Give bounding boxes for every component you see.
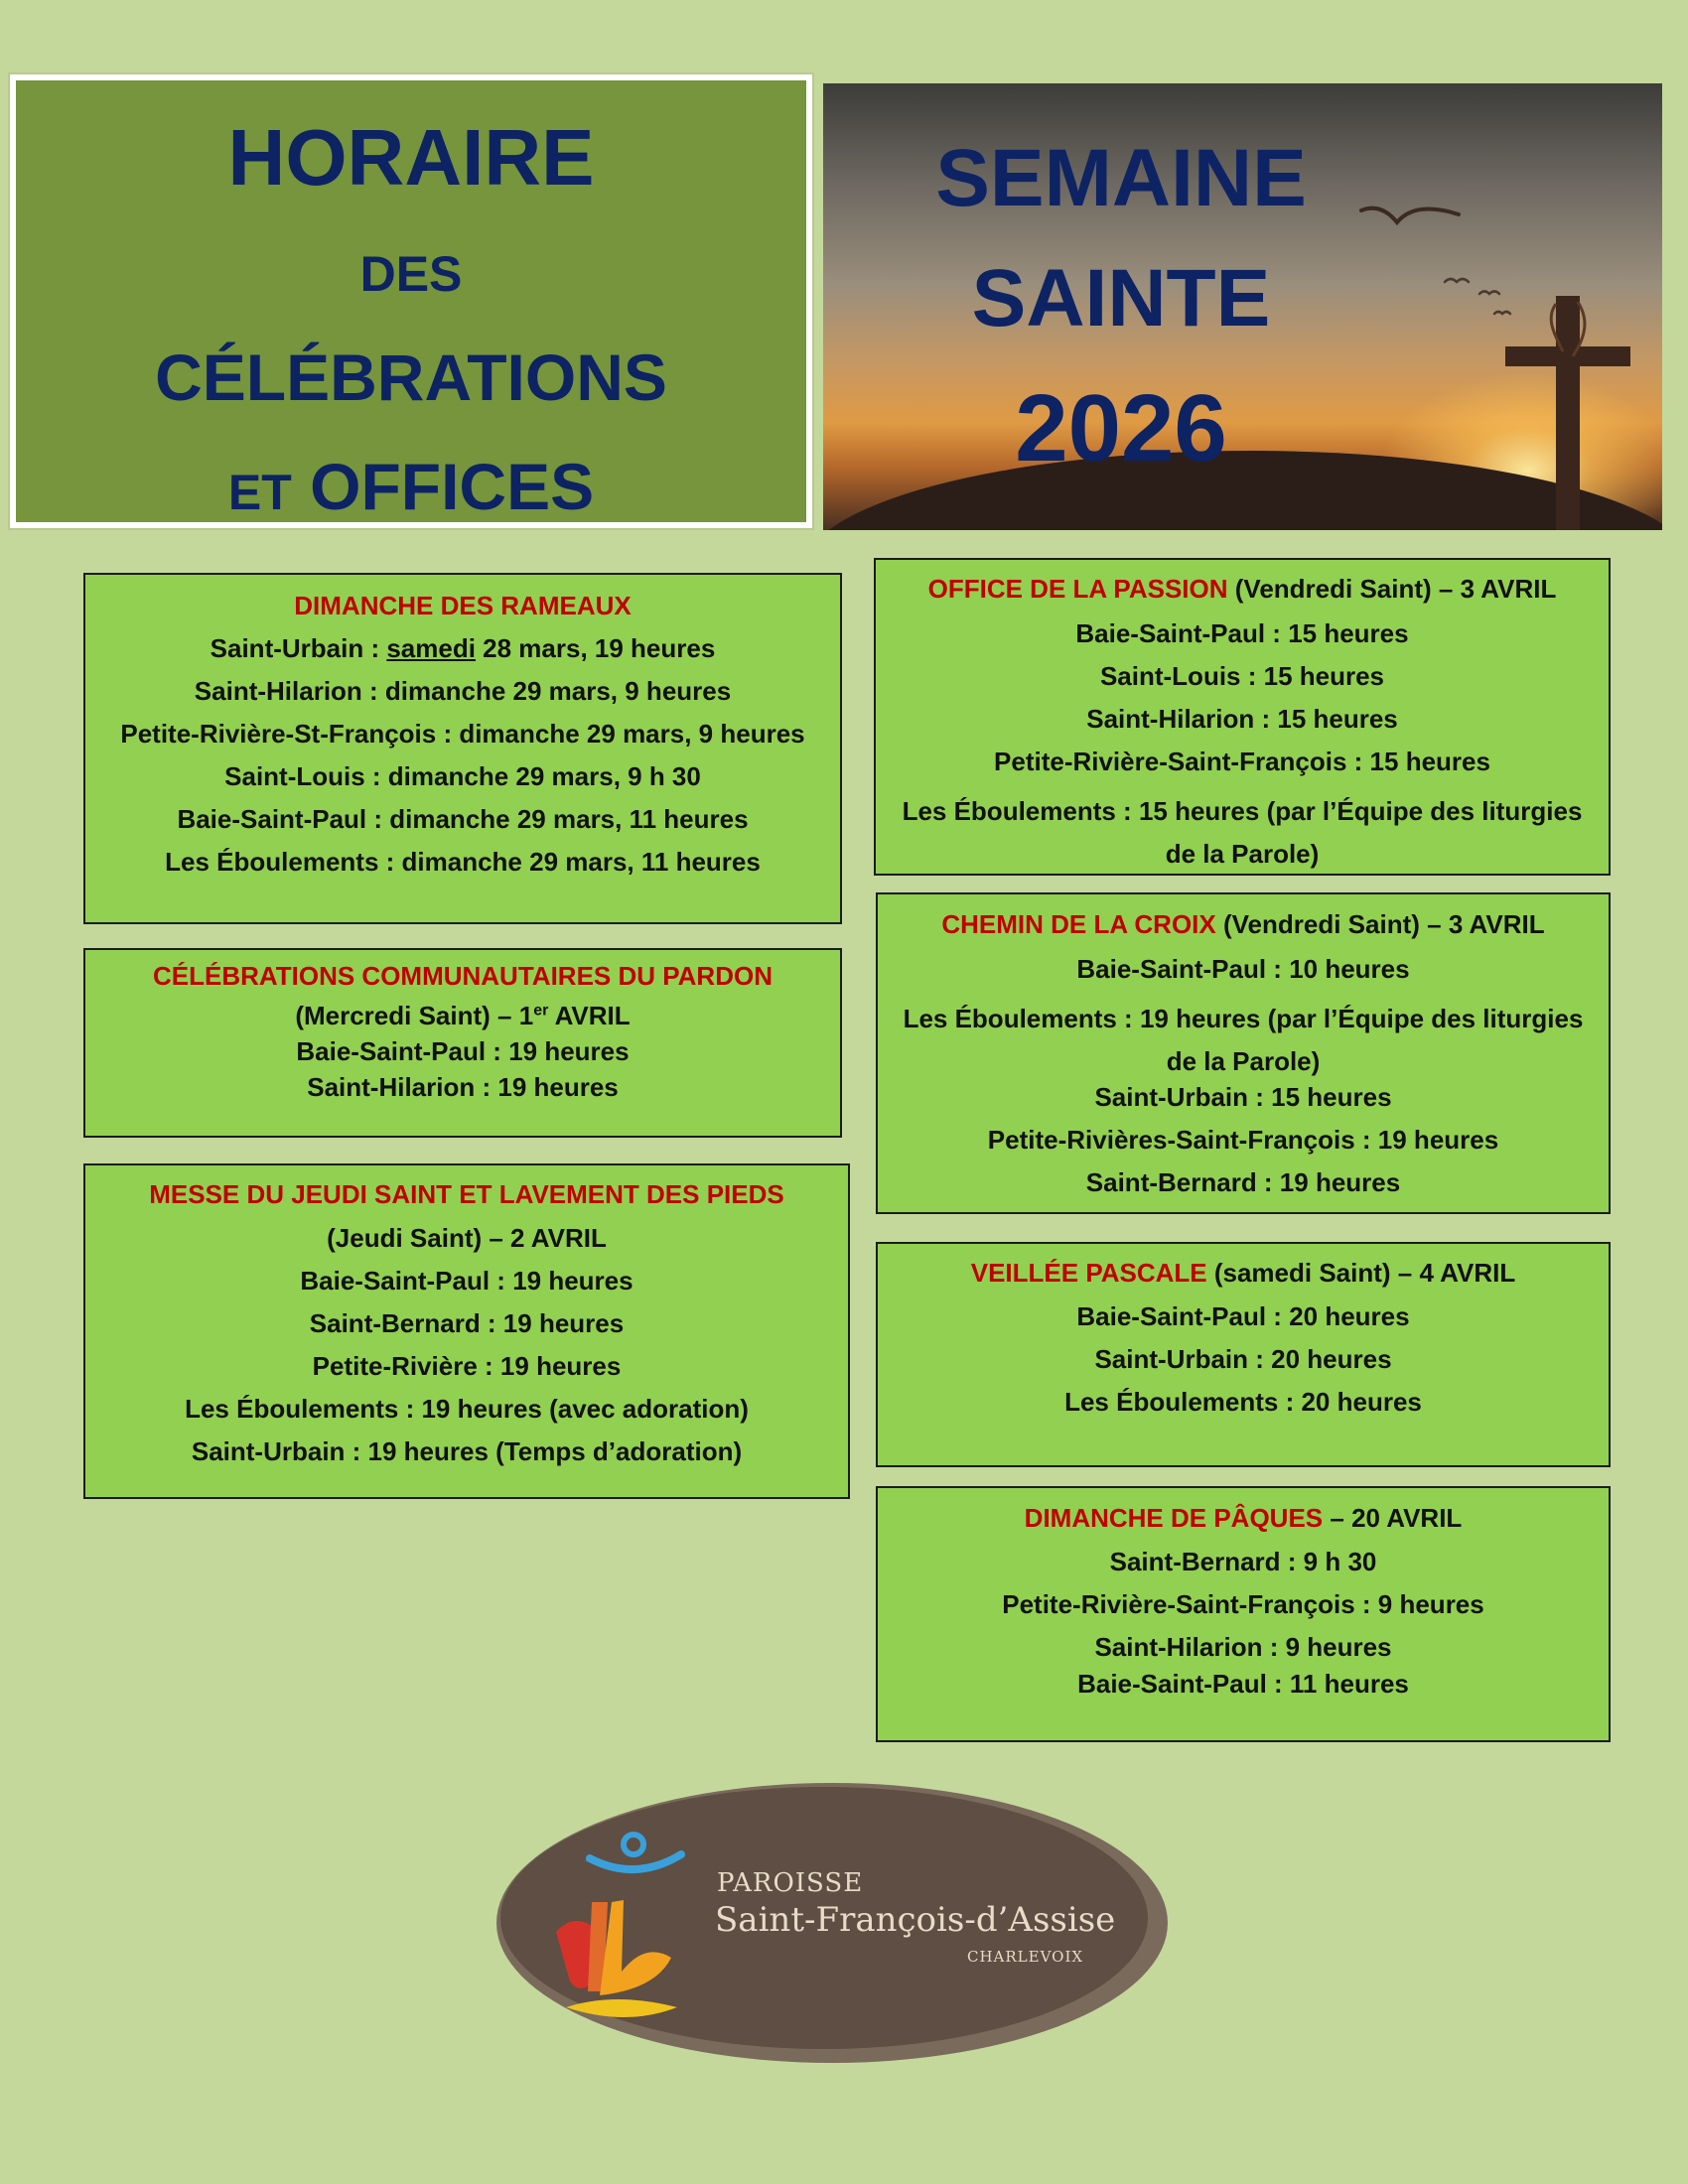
veillee-line-3: Les Éboulements : 20 heures — [1064, 1387, 1422, 1417]
croix-line-2: Les Éboulements : 19 heures (par l’Équipe des liturgies de la Parole) — [903, 1004, 1584, 1076]
small-birds-icon — [1445, 279, 1510, 314]
title-et-offices — [16, 450, 806, 523]
parish-logo — [496, 1783, 1168, 2063]
rameaux-line-2: Saint-Hilarion : dimanche 29 mars, 9 heures — [194, 676, 732, 706]
passion-line-1: Baie-Saint-Paul : 15 heures — [1075, 618, 1409, 648]
logo-name: Saint-François-d’Assise — [715, 1900, 1116, 1940]
rameaux-line-3: Petite-Rivière-St-François : dimanche 29 mars, 9 heures — [120, 719, 805, 749]
banner-sainte: SAINTE — [971, 253, 1271, 343]
rameaux-line-4: Saint-Louis : dimanche 29 mars, 9 h 30 — [224, 761, 701, 791]
croix-title-rest: (Vendredi Saint) – 3 AVRIL — [1215, 909, 1545, 939]
title-offices: OFFICES — [310, 450, 595, 523]
passion-title-line — [886, 575, 1599, 605]
rameaux-line-1-b: 28 mars, 19 heures — [475, 633, 716, 663]
jeudi-subtitle: (Jeudi Saint) – 2 AVRIL — [327, 1223, 607, 1253]
paques-line-3: Saint-Hilarion : 9 heures — [1094, 1632, 1392, 1662]
croix-line-4: Petite-Rivières-Saint-François : 19 heures — [987, 1125, 1499, 1155]
veillee-line-2: Saint-Urbain : 20 heures — [1094, 1344, 1392, 1374]
veillee-title: VEILLÉE PASCALE — [970, 1258, 1207, 1288]
banner-image — [823, 83, 1662, 530]
pardon-box — [83, 948, 842, 1138]
passion-line-4: Petite-Rivière-Saint-François : 15 heures — [994, 747, 1490, 776]
croix-box — [876, 892, 1611, 1214]
veillee-box — [876, 1242, 1611, 1467]
rameaux-box — [83, 573, 842, 924]
veillee-line-1: Baie-Saint-Paul : 20 heures — [1076, 1301, 1410, 1331]
jeudi-line-5: Saint-Urbain : 19 heures (Temps d’adoration) — [191, 1436, 743, 1466]
jeudi-line-3: Petite-Rivière : 19 heures — [312, 1351, 622, 1381]
banner-year: 2026 — [1015, 375, 1227, 481]
pardon-line-1: Baie-Saint-Paul : 19 heures — [296, 1036, 630, 1066]
passion-line-5: Les Éboulements : 15 heures (par l’Équipe des liturgies de la Parole) — [902, 796, 1583, 869]
passion-title: OFFICE DE LA PASSION — [927, 574, 1228, 604]
passion-line-3: Saint-Hilarion : 15 heures — [1086, 704, 1398, 734]
title-celebrations: CÉLÉBRATIONS — [155, 341, 667, 414]
jeudi-line-1: Baie-Saint-Paul : 19 heures — [300, 1266, 633, 1296]
pardon-subtitle — [95, 1002, 830, 1031]
pardon-sub-sup: er — [533, 1002, 549, 1020]
paques-title: DIMANCHE DE PÂQUES — [1024, 1503, 1324, 1533]
croix-line-5: Saint-Bernard : 19 heures — [1085, 1167, 1401, 1197]
veillee-title-line — [888, 1259, 1599, 1289]
rameaux-line-6: Les Éboulements : dimanche 29 mars, 11 heures — [165, 847, 761, 877]
passion-line-2: Saint-Louis : 15 heures — [1099, 661, 1385, 691]
rameaux-line-1-u: samedi — [386, 633, 476, 663]
paques-box — [876, 1486, 1611, 1742]
jeudi-line-4: Les Éboulements : 19 heures (avec adoration) — [185, 1394, 749, 1424]
title-des: DES — [359, 246, 463, 302]
veillee-title-rest: (samedi Saint) – 4 AVRIL — [1206, 1258, 1516, 1288]
banner-semaine: SEMAINE — [935, 133, 1307, 223]
croix-line-1: Baie-Saint-Paul : 10 heures — [1076, 954, 1410, 984]
title-et: ET — [227, 465, 292, 520]
jeudi-title: MESSE DU JEUDI SAINT ET LAVEMENT DES PIEDS — [149, 1179, 784, 1209]
pardon-title: CÉLÉBRATIONS COMMUNAUTAIRES DU PARDON — [153, 961, 773, 991]
pardon-sub-b: AVRIL — [548, 1001, 631, 1030]
jeudi-line-2: Saint-Bernard : 19 heures — [309, 1308, 625, 1338]
logo-charlevoix: CHARLEVOIX — [967, 1948, 1084, 1966]
rameaux-line-1-a: Saint-Urbain : — [210, 633, 387, 663]
croix-title: CHEMIN DE LA CROIX — [941, 909, 1216, 939]
rameaux-line-1 — [95, 634, 830, 664]
paques-title-line — [888, 1504, 1599, 1534]
title-box — [10, 74, 812, 528]
jeudi-box — [83, 1163, 850, 1499]
paques-line-4: Baie-Saint-Paul : 11 heures — [1077, 1669, 1409, 1699]
paques-line-2: Petite-Rivière-Saint-François : 9 heures — [1002, 1589, 1484, 1619]
passion-box — [874, 558, 1611, 876]
title-horaire: HORAIRE — [227, 113, 595, 202]
logo-paroisse: PAROISSE — [717, 1868, 864, 1898]
pardon-sub-a: (Mercredi Saint) – 1 — [295, 1001, 534, 1030]
croix-title-line — [888, 910, 1599, 940]
passion-title-rest: (Vendredi Saint) – 3 AVRIL — [1227, 574, 1557, 604]
pardon-line-2: Saint-Hilarion : 19 heures — [307, 1072, 619, 1102]
rameaux-title: DIMANCHE DES RAMEAUX — [294, 591, 632, 620]
paques-line-1: Saint-Bernard : 9 h 30 — [1109, 1547, 1377, 1576]
rameaux-line-5: Baie-Saint-Paul : dimanche 29 mars, 11 heures — [177, 804, 749, 834]
paques-title-rest: – 20 AVRIL — [1323, 1503, 1463, 1533]
croix-line-3: Saint-Urbain : 15 heures — [1094, 1082, 1392, 1112]
